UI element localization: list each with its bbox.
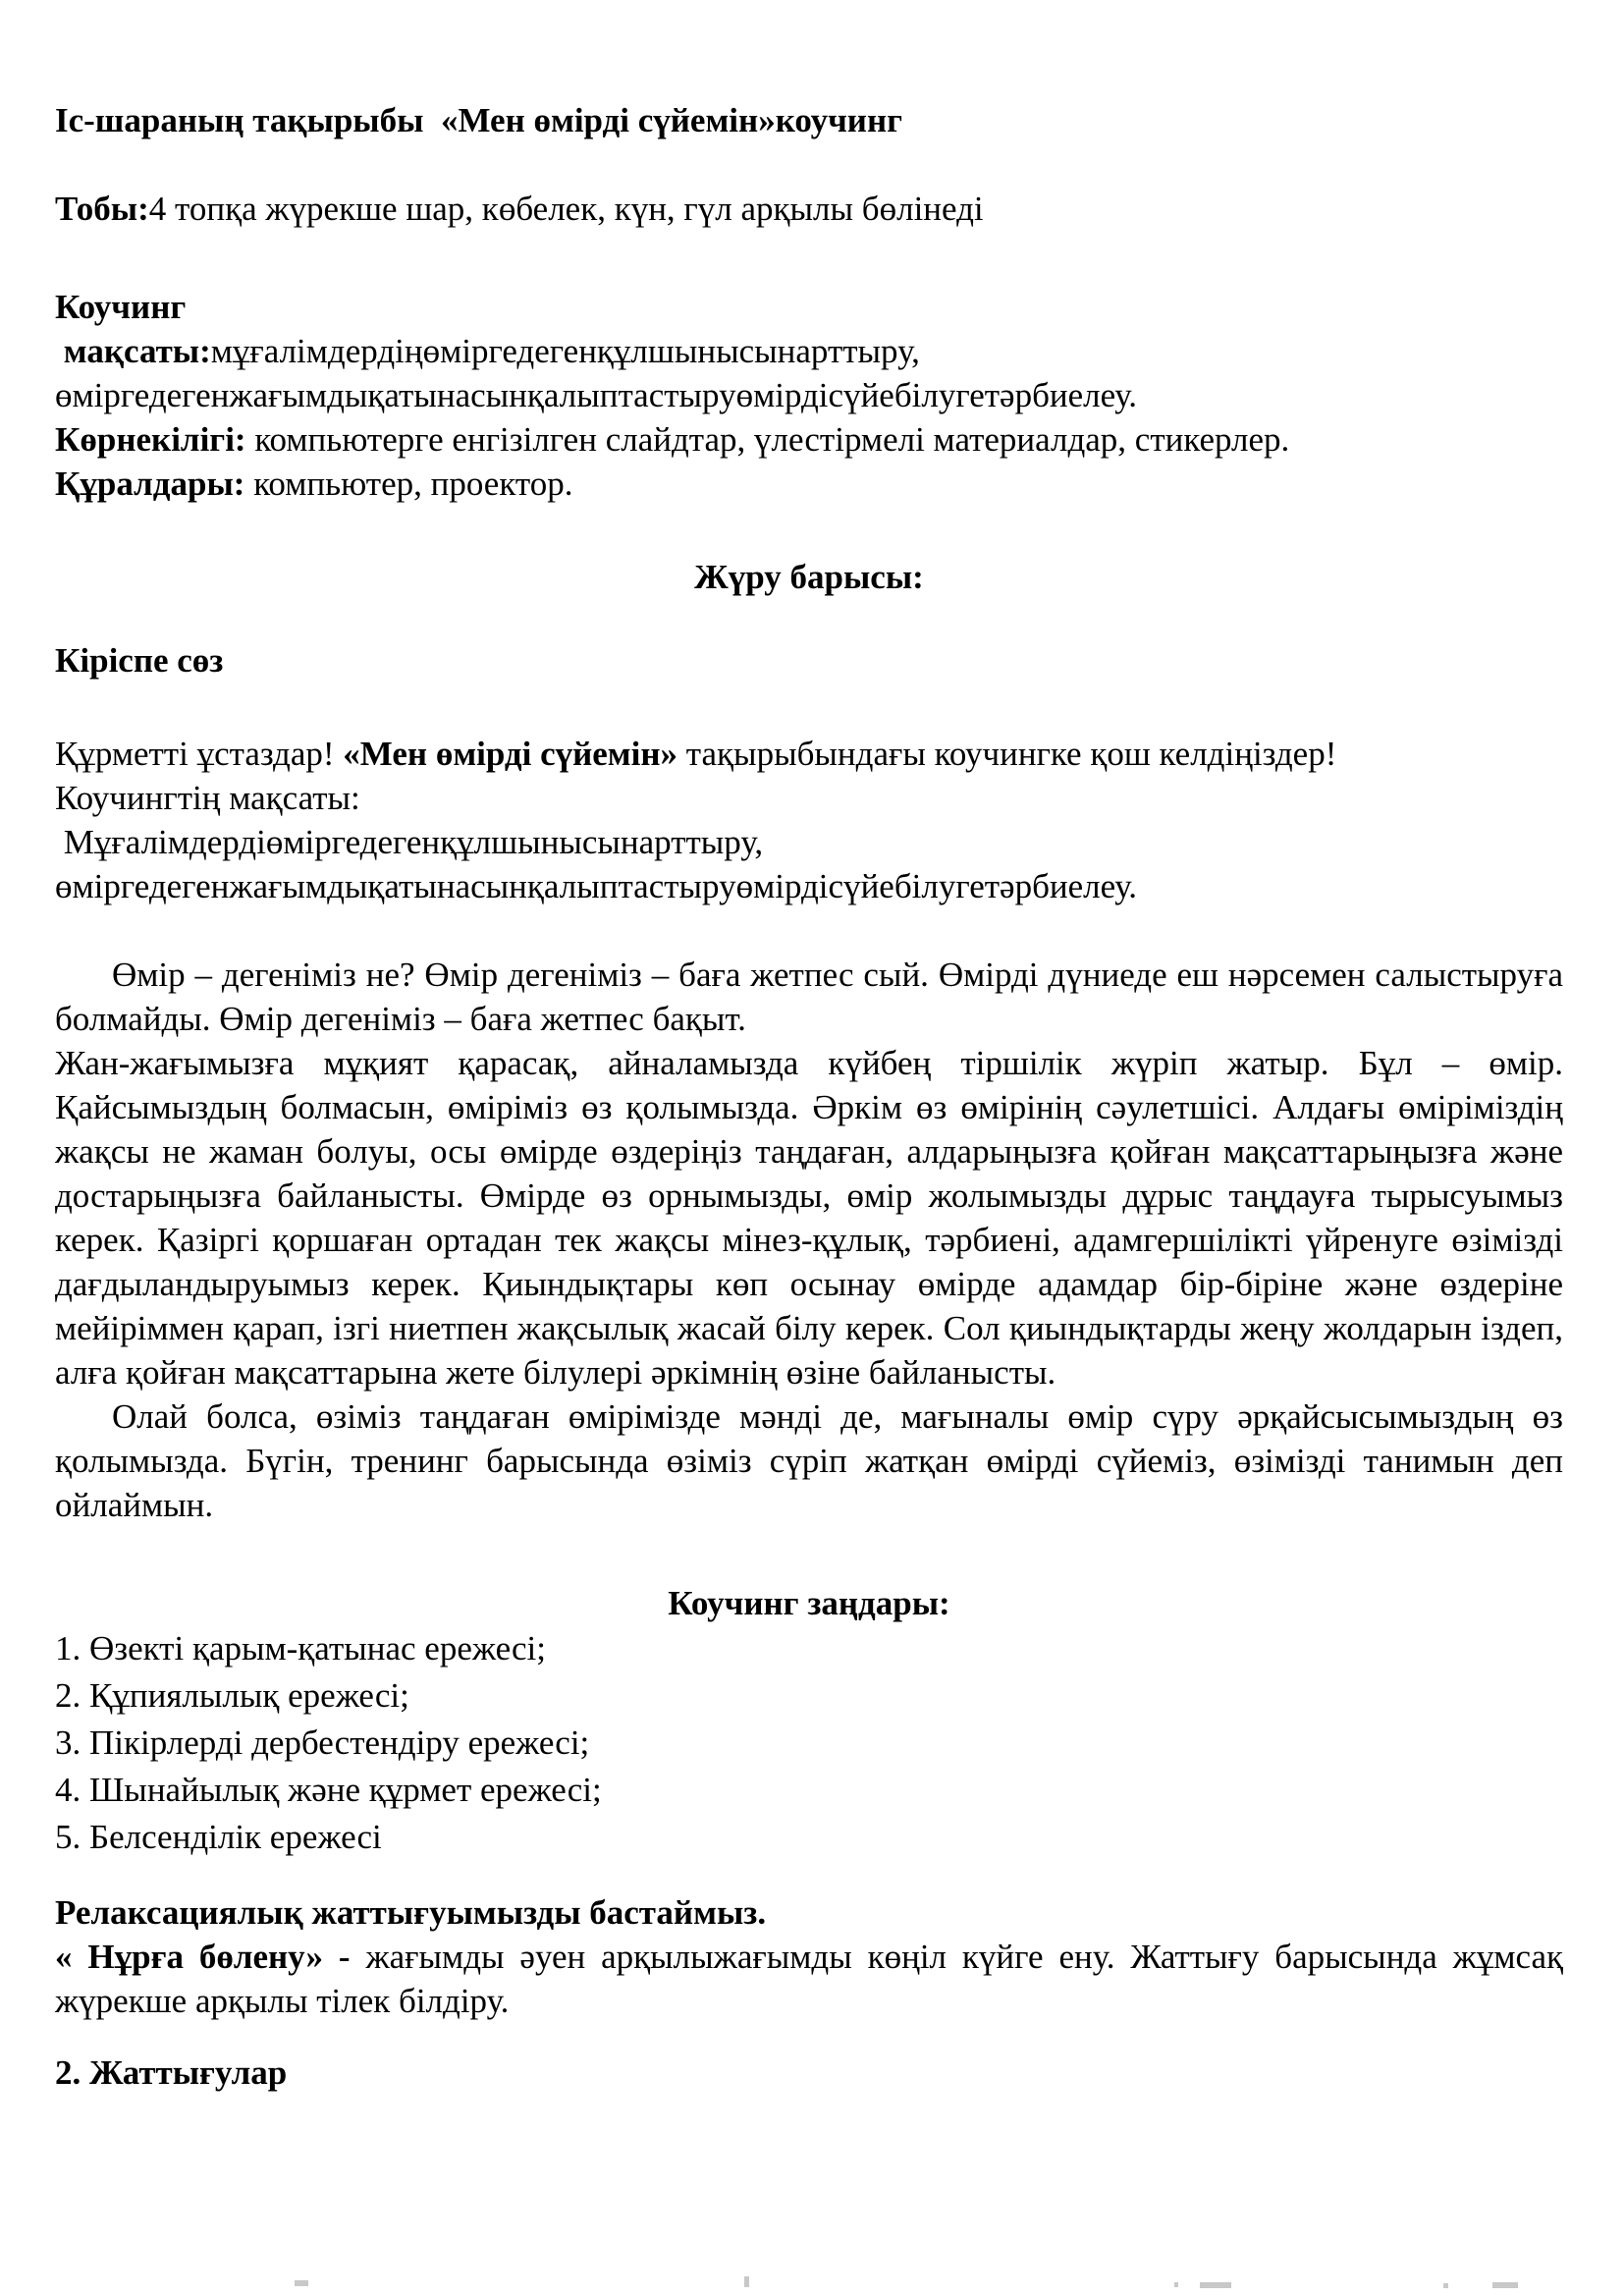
goal-label: мақсаты:	[55, 332, 211, 370]
rule-item-2: 2. Құпиялылық ережесі;	[55, 1676, 409, 1715]
exercise-text: жағымды әуен арқылыжағымды көңіл күйге ену. Жаттығу барысында жұмсақ жүрекше арқылы тілек білдіру.	[55, 1938, 1563, 2020]
paragraph-life-reflection: Жан-жағымызға мұқият қарасақ, айналамызда күйбең тіршілік жүріп жатыр. Бұл – өмір. Қайсымыздың болмасын, өміріміз өз қолымызда. Әркім өз өмірінің сәулетшісі. Алдағы өміріміздің жақсы не жаман болуы, осы өмірде өздеріңіз таңдаған, алдарыңызға қойған мақсаттарыңызға және достарыңызға байланысты. Өмірде өз орнымызды, өмір жолымызды дұрыс таңдауға тырысуымыз керек. Қазіргі қоршаған ортадан тек жақсы мінез-құлық, тәрбиені, адамгершілікті үйренуге өзімізді дағдыландыруымыз керек. Қиындықтары көп осынау өмірде адамдар бір-біріне және өздеріне мейіріммен қарап, ізгі ниетпен жақсылық жасай білу керек. Сол қиындықтарды жеңу жолдарын іздеп, алға қойған мақсаттарына жете білулері әркімнің өзіне байланысты.	[55, 1044, 1563, 1392]
scan-artifact	[295, 2280, 308, 2286]
coaching-word: Коучинг	[55, 288, 187, 326]
rule-item-5: 5. Белсенділік ережесі	[55, 1818, 382, 1856]
purpose-line: Коучингтің мақсаты:	[55, 779, 360, 817]
group-text: 4 топқа жүрекше шар, көбелек, күн, гүл арқылы бөлінеді	[148, 190, 984, 228]
tools-line	[55, 462, 1563, 506]
tools-label: Құралдары:	[55, 465, 245, 503]
purpose-body1: Мұғалімдердіөміргедегенқұлшынысынарттыру,	[55, 823, 764, 861]
group-label: Тобы:	[55, 190, 149, 228]
relaxation-heading: Релаксациялық жаттығуымызды бастаймыз.	[55, 1893, 767, 1932]
scan-artifact	[1443, 2283, 1448, 2288]
goal-text1: мұғалімдердіңөміргедегенқұлшынысынарттыру,	[210, 332, 920, 370]
scan-artifact	[744, 2276, 749, 2287]
relaxation-exercise	[55, 1935, 1563, 2023]
intro-heading: Кіріспе сөз	[55, 641, 224, 680]
rule-item-4: 4. Шынайылық және құрмет ережесі;	[55, 1771, 602, 1809]
paragraph-life-definition: Өмір – дегеніміз не? Өмір дегеніміз – баға жетпес сый. Өмірді дүниеде еш нәрсемен салыстыруға болмайды. Өмір дегеніміз – баға жетпес бақыт.	[55, 956, 1563, 1038]
greeting-title: «Мен өмірді сүйемін»	[343, 735, 678, 773]
purpose-body2: өміргедегенжағымдықатынасынқалыптастыруөмірдісүйебілугетәрбиелеу.	[55, 867, 1138, 905]
paragraph-conclusion: Олай болса, өзіміз таңдаған өмірімізде мәнді де, мағыналы өмір сүру әрқайсысымыздың өз қолымызда. Бүгін, тренинг барысында өзіміз сүріп жатқан өмірді сүйеміз, өзімізді танимын деп ойлаймын.	[55, 1397, 1563, 1524]
rules-heading: Коучинг заңдары:	[668, 1584, 950, 1622]
section2-heading: 2. Жаттығулар	[55, 2053, 288, 2092]
visuals-line	[55, 417, 1563, 462]
scan-artifact	[1492, 2282, 1518, 2288]
event-title: Іс-шараның тақырыбы «Мен өмірді сүйемін»коучинг	[55, 101, 903, 139]
flow-heading: Жүру барысы:	[694, 558, 924, 596]
greeting-post: тақырыбындағы коучингке қош келдіңіздер!	[677, 735, 1337, 773]
greeting-line	[55, 732, 1563, 776]
rule-item-3: 3. Пікірлерді дербестендіру ережесі;	[55, 1723, 590, 1762]
rule-item-1: 1. Өзекті қарым-қатынас ережесі;	[55, 1629, 546, 1667]
group-line	[55, 187, 1563, 231]
tools-text: компьютер, проектор.	[244, 465, 573, 503]
scan-artifact	[1174, 2282, 1178, 2287]
exercise-label: « Нұрға бөлену» -	[55, 1938, 366, 1976]
scan-artifact	[1200, 2282, 1231, 2288]
greeting-pre: Құрметті ұстаздар!	[55, 735, 344, 773]
visuals-text: компьютерге енгізілген слайдтар, үлестірмелі материалдар, стикерлер.	[245, 420, 1290, 459]
visuals-label: Көрнекілігі:	[55, 420, 246, 459]
coaching-goal-line2: өміргедегенжағымдықатынасынқалыптастыруөмірдісүйебілугетәрбиелеу.	[55, 376, 1138, 414]
coaching-goal-line1	[55, 329, 1563, 373]
